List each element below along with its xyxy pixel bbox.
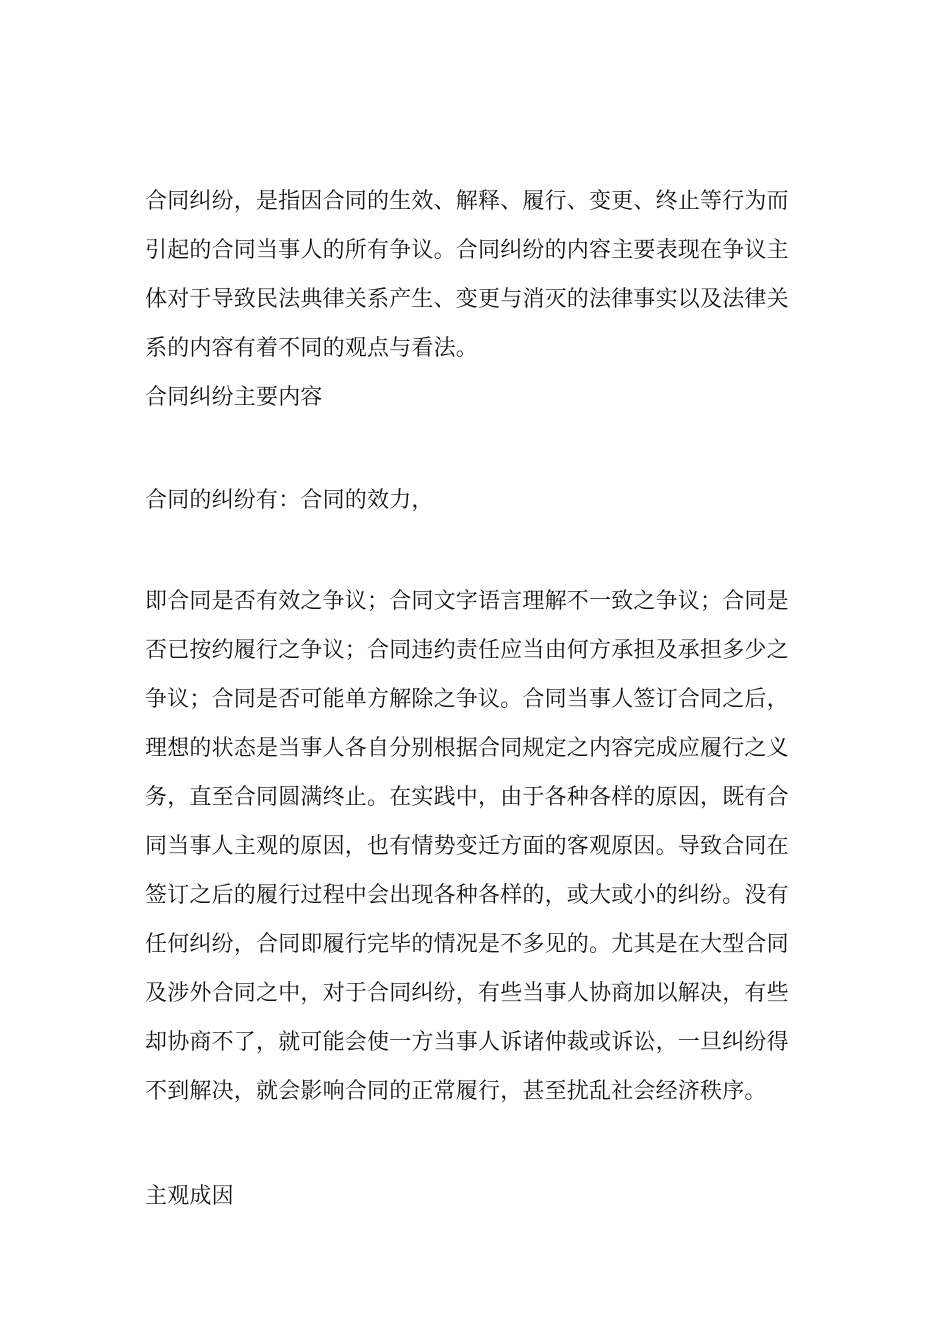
paragraph-line: 合同纠纷，是指因合同的生效、解释、履行、变更、终止等行为而 — [145, 189, 789, 214]
section-heading-main-content — [145, 373, 813, 422]
paragraph-line: 不到解决，就会影响合同的正常履行，甚至扰乱社会经济秩序。 — [145, 1079, 767, 1104]
paragraph-line: 系的内容有着不同的观点与看法。 — [145, 336, 479, 361]
paragraph-line: 签订之后的履行过程中会出现各种各样的，或大或小的纠纷。没有 — [145, 883, 789, 908]
paragraph-line: 体对于导致民法典律关系产生、变更与消灭的法律事实以及法律关 — [145, 287, 789, 312]
paragraph-line: 务，直至合同圆满终止。在实践中，由于各种各样的原因，既有合 — [145, 785, 789, 810]
paragraph-line: 即合同是否有效之争议；合同文字语言理解不一致之争议；合同是 — [145, 589, 789, 614]
section-heading-subjective-causes — [145, 1172, 813, 1221]
paragraph-line: 却协商不了，就可能会使一方当事人诉诸仲裁或诉讼，一旦纠纷得 — [145, 1030, 789, 1055]
paragraph-line: 理想的状态是当事人各自分别根据合同规定之内容完成应履行之义 — [145, 736, 789, 761]
dispute-body-paragraph — [145, 577, 813, 1116]
section-heading: 合同纠纷主要内容 — [145, 385, 323, 410]
dispute-lead-paragraph — [145, 476, 813, 525]
paragraph-line: 争议；合同是否可能单方解除之争议。合同当事人签订合同之后， — [145, 687, 789, 712]
paragraph-line: 引起的合同当事人的所有争议。合同纠纷的内容主要表现在争议主 — [145, 238, 789, 263]
section-heading: 主观成因 — [145, 1184, 234, 1209]
paragraph-line: 任何纠纷，合同即履行完毕的情况是不多见的。尤其是在大型合同 — [145, 932, 789, 957]
intro-paragraph — [145, 177, 813, 373]
paragraph-line: 否已按约履行之争议；合同违约责任应当由何方承担及承担多少之 — [145, 638, 789, 663]
paragraph-line: 及涉外合同之中，对于合同纠纷，有些当事人协商加以解决，有些 — [145, 981, 789, 1006]
paragraph-line: 合同的纠纷有：合同的效力， — [145, 488, 434, 513]
paragraph-line: 同当事人主观的原因，也有情势变迁方面的客观原因。导致合同在 — [145, 834, 789, 859]
